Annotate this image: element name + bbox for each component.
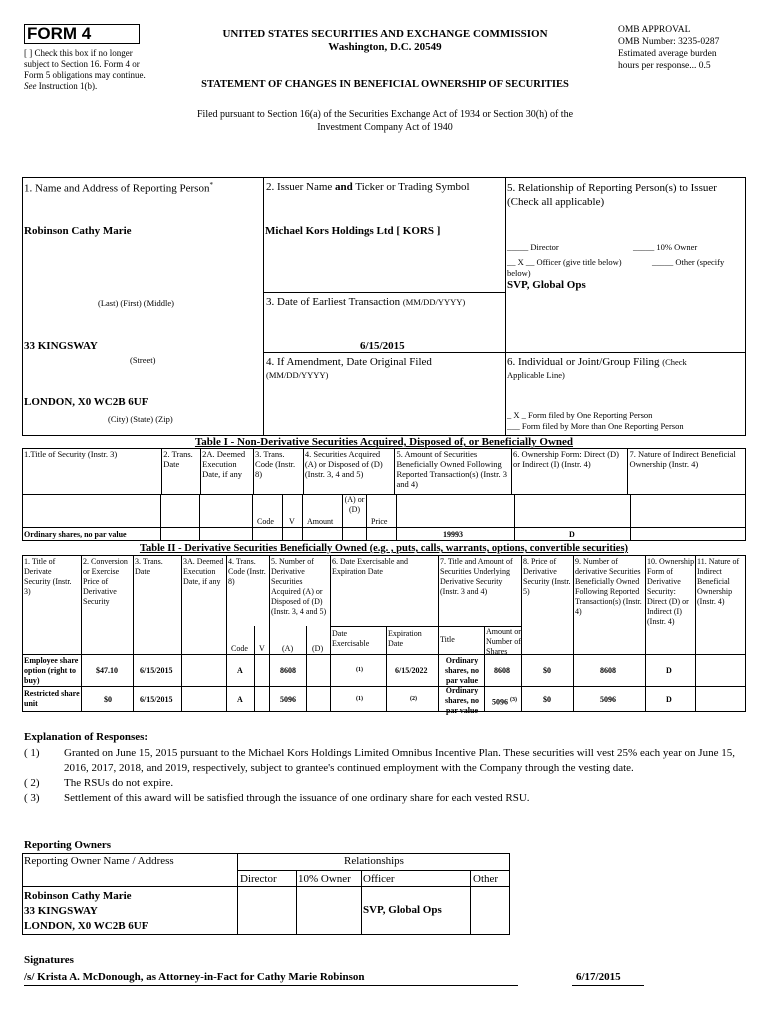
other-below: below) [507,268,531,278]
t2-sub-amount: Amount or Number of Shares [486,627,521,656]
city-value: LONDON, X0 WC2B 6UF [24,396,149,408]
owners-col-rel: Relationships [344,855,404,867]
table2-title: Table II - Derivative Securities Beneficially Owned (e.g. , puts, calls, warrants, options, convertible securities) [139,543,629,554]
t1-h4: 4. Securities Acquired (A) or Disposed of (D) (Instr. 3, 4 and 5) [303,449,395,495]
t1-sub-amount: Amount [307,517,334,526]
t2-r2-exer: (1) [356,696,363,702]
earliest-transaction-date: 6/15/2015 [360,340,405,352]
signatures-title: Signatures [24,954,74,966]
owners-title: Reporting Owners [24,839,112,851]
t2-h8: 8. Price of Derivative Security (Instr. 5) [523,557,571,596]
t2-r2-exp: (2) [410,696,417,702]
box1-label: 1. Name and Address of Reporting Person* [24,181,213,195]
t2-r2-utitle: Ordinary shares, no par value [444,686,480,715]
explanation-list [24,746,749,806]
box4-format: (MM/DD/YYYY) [266,370,329,380]
owners-col-officer: Officer [363,873,395,885]
t2-r1-code: A [237,666,243,675]
t2-sub-exer: Date Exercisable [332,629,370,648]
t1-h6: 6. Ownership Form: Direct (D) or Indirect (I) (Instr. 4) [512,449,628,495]
officer-title: SVP, Global Ops [507,279,586,291]
t2-r2-code: A [237,695,243,704]
t2-sub-exp: Expiration Date [388,629,422,648]
t2-sub-code: Code [231,644,248,653]
t2-r1-title: Employee share option (right to buy) [24,656,79,685]
t2-h11: 11. Nature of Indirect Beneficial Ownership (Instr. 4) [697,557,740,606]
omb-approval: OMB APPROVAL OMB Number: 3235-0287 Estimated average burden hours per response... 0.5 [618,25,720,71]
street-value: 33 KINGSWAY [24,340,98,352]
t1-h5: 5. Amount of Securities Beneficially Owned Following Reported Transaction(s) (Instr. 3 and 4) [395,449,512,495]
checkbox-officer[interactable]: __ X __ Officer (give title below) [507,257,622,267]
filed-pursuant: Filed pursuant to Section 16(a) of the Securities Exchange Act of 1934 or Section 30(h) of the Investment Company Act of 1940 [196,109,574,133]
t2-r2-amount: 5096 $^{(3)}$ [492,697,517,707]
t2-sub-v: V [259,644,265,653]
t2-sub-title: Title [440,635,455,644]
t2-r1-form: D [666,666,672,675]
explanation-item: ( 2) The RSUs do not expire. [24,777,174,789]
box6-label: 6. Individual or Joint/Group Filing (Check [507,356,687,368]
statement-title: STATEMENT OF CHANGES IN BENEFICIAL OWNERSHIP OF SECURITIES [201,79,569,90]
signature-date: 6/17/2015 [576,971,621,983]
box6-label2: Applicable Line) [507,370,565,380]
t1-sub-price: Price [371,517,388,526]
t2-r1-deriv-price: $0 [543,666,551,675]
t2-h1: 1. Title of Derivate Security (Instr. 3) [24,557,72,596]
t2-r2-owned: 5096 [600,695,616,704]
t2-r1-exer: (1) [356,667,363,673]
t1-row-form: D [569,530,575,539]
t2-h2: 2. Conversion or Exercise Price of Derivative Security [83,557,128,606]
owners-col-name: Reporting Owner Name / Address [24,855,174,867]
t2-r2-title: Restricted share unit [24,689,80,708]
explanation-item: ( 1) Granted on June 15, 2015 pursuant to the Michael Kors Holdings Limited Omnibus Incentive Plan. These securities will vest 25% each year on June 15, 2016, 2017, 2018, and 2019, respectively, subject to grantee's continued employment with the Company through the vesting date. [24,747,735,774]
checkbox-ten-percent[interactable]: _____ 10% Owner [633,242,698,252]
t1-sub-code: Code [257,517,274,526]
t1-h2a: 2A. Deemed Execution Date, if any [201,449,254,495]
owners-col-other: Other [473,873,499,885]
t2-r1-amount: 8608 [494,666,510,675]
t2-h4: 4. Trans. Code (Instr. 8) [228,557,266,586]
t1-h1: 1.Title of Security (Instr. 3) [23,449,162,495]
t1-h3: 3. Trans. Code (Instr. 8) [254,449,304,495]
owner-name-address: Robinson Cathy Marie 33 KINGSWAY LONDON, X0 WC2B 6UF [24,890,149,932]
t1-row-title: Ordinary shares, no par value [24,530,127,539]
t1-sub-aord: (A) or (D) [344,495,365,514]
filing-option-multiple[interactable]: ___ Form filed by More than One Reporting Person [507,421,684,431]
t1-h7: 7. Nature of Indirect Beneficial Ownership (Instr. 4) [628,449,746,495]
box4-label: 4. If Amendment, Date Original Filed [266,356,432,368]
city-label: (City) (State) (Zip) [108,414,173,424]
t2-h7: 7. Title and Amount of Securities Underlying Derivative Security (Instr. 3 and 4) [440,557,513,596]
t1-row-amount: 19993 [443,530,463,539]
t2-h3: 3. Trans. Date [135,557,163,576]
table1-title: Table I - Non-Derivative Securities Acquired, Disposed of, or Beneficially Owned [194,436,574,448]
t1-h2: 2. Trans. Date [162,449,201,495]
t2-r1-owned: 8608 [600,666,616,675]
t2-r1-exp: 6/15/2022 [395,666,428,675]
table1 [22,448,746,495]
t2-h10: 10. Ownership Form of Derivative Security: Direct (D) or Indirect (I) (Instr. 4) [647,557,695,626]
box2-label: 2. Issuer Name and Ticker or Trading Symbol [266,181,470,193]
explanation-title: Explanation of Responses: [24,731,149,743]
t2-r2-date: 6/15/2015 [140,695,173,704]
owner-officer-title: SVP, Global Ops [363,904,442,916]
t2-r1-price: $47.10 [96,666,118,675]
owners-col-10: 10% Owner [298,873,351,885]
filing-option-one[interactable]: _ X _ Form filed by One Reporting Person [507,410,653,420]
t2-sub-a: (A) [282,644,294,653]
check-box-text: [ ] Check this box if no longer subject to Section 16. Form 4 or Form 5 obligations may continue. See Instruction 1(b). [24,48,146,91]
reporting-person-name: Robinson Cathy Marie [24,225,132,237]
signature-line: /s/ Krista A. McDonough, as Attorney-in-Fact for Cathy Marie Robinson [24,971,365,983]
checkbox-director[interactable]: _____ Director [507,242,559,252]
t2-h3a: 3A. Deemed Execution Date, if any [183,557,224,586]
t1-sub-v: V [289,517,295,526]
name-parts-label: (Last) (First) (Middle) [98,298,175,308]
checkbox-other[interactable]: _____ Other (specify [652,257,725,267]
t2-h5: 5. Number of Derivative Securities Acquired (A) or Disposed of (D) (Instr. 3, 4 and 5) [271,557,327,616]
issuer-name: Michael Kors Holdings Ltd [ KORS ] [265,225,441,237]
t2-r2-deriv-price: $0 [543,695,551,704]
box5-label: 5. Relationship of Reporting Person(s) to Issuer (Check all applicable) [507,182,717,208]
owners-col-director: Director [240,873,277,885]
t2-r1-a: 8608 [280,666,296,675]
box3-label: 3. Date of Earliest Transaction (MM/DD/YYYY) [266,296,466,308]
form-title: FORM 4 [24,24,140,44]
t2-r2-a: 5096 [280,695,296,704]
t2-r2-form: D [666,695,672,704]
t2-r1-date: 6/15/2015 [140,666,173,675]
t2-sub-d: (D) [312,644,324,653]
t2-h6: 6. Date Exercisable and Expiration Date [332,557,408,576]
t2-r2-price: $0 [104,695,112,704]
t2-r1-utitle: Ordinary shares, no par value [444,656,480,685]
agency-heading: UNITED STATES SECURITIES AND EXCHANGE COMMISSION Washington, D.C. 20549 [222,28,548,53]
explanation-item: ( 3) Settlement of this award will be satisfied through the issuance of one ordinary share for each vested RSU. [24,792,530,804]
street-label: (Street) [130,355,156,365]
t2-h9: 9. Number of derivative Securities Beneficially Owned Following Reported Transaction(s) (Instr. 4) [575,557,642,616]
